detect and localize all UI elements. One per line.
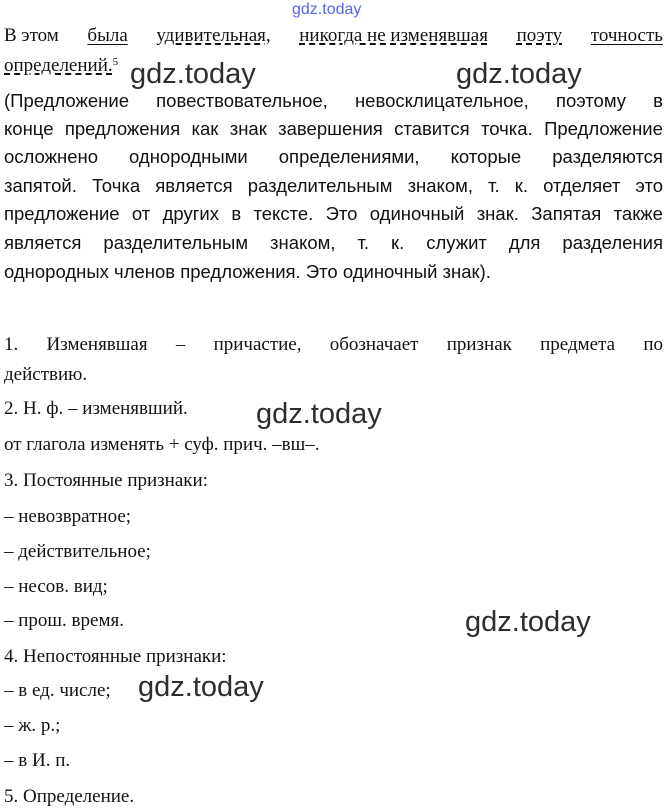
explanation-word: т.: [488, 175, 500, 196]
explanation-word: отделяет: [543, 175, 621, 196]
analysis-word: Изменявшая: [46, 334, 148, 355]
explanation-word: разделения: [562, 232, 663, 253]
explanation-line: [4, 146, 663, 168]
explanation-word: завершения: [278, 118, 383, 139]
explanation-word: конце: [4, 118, 54, 139]
word: В этом: [4, 25, 59, 46]
explanation-word: которые: [450, 146, 522, 167]
watermark: gdz.today: [465, 606, 591, 638]
explanation-word: одиночный: [369, 203, 465, 224]
explanation-line: [4, 90, 663, 112]
analysis-word: –: [175, 334, 186, 355]
explanation-word: является: [155, 175, 233, 196]
explanation-word: Предложение: [544, 118, 663, 139]
explanation-word: повествовательное,: [156, 90, 328, 111]
explanation-word: является: [4, 232, 82, 253]
attribute-word: определений.: [4, 55, 113, 76]
explanation-line: [4, 118, 663, 140]
constant-feature-item: – действительное;: [4, 541, 151, 562]
explanation-word: невосклицательное,: [354, 90, 529, 111]
derivation: от глагола изменять + суф. прич. –вш–.: [4, 434, 320, 455]
explanation-word: знаком,: [407, 175, 473, 196]
explanation-word: поэтому: [555, 90, 627, 111]
attribute-word: удивительная,: [156, 25, 271, 46]
explanation-word: также: [613, 203, 663, 224]
analysis-word: по: [643, 334, 663, 355]
constant-feature-item: – прош. время.: [4, 610, 124, 631]
explanation-word: запятой.: [4, 175, 77, 196]
watermark: gdz.today: [256, 398, 382, 430]
explanation-word: как: [191, 118, 219, 139]
explanation-word: разделяются: [552, 146, 663, 167]
explanation-word: предложение: [4, 203, 120, 224]
attribute-phrase: никогда не изменявшая: [299, 25, 488, 46]
explanation-word: тексте.: [253, 203, 314, 224]
explanation-word: знаком,: [270, 232, 336, 253]
variable-feature-item: – в ед. числе;: [4, 680, 111, 701]
explanation-word: предложения: [64, 118, 181, 139]
explanation-line: однородных членов предложения. Это одиночный знак).: [4, 261, 491, 282]
sentence-line-2: [4, 55, 118, 77]
explanation-word: осложнено: [4, 146, 99, 167]
explanation-word: служит: [426, 232, 487, 253]
analysis-line-1: [4, 334, 663, 356]
watermark: gdz.today: [138, 671, 264, 703]
variable-feature-item: – ж. р.;: [4, 715, 61, 736]
explanation-line: [4, 203, 663, 225]
explanation-word: т.: [357, 232, 370, 253]
explanation-word: разделительным: [247, 175, 393, 196]
explanation-word: однородными: [129, 146, 248, 167]
analysis-word: предмета: [540, 334, 616, 355]
sentence-line-1: [4, 25, 663, 47]
analysis-word: признак: [446, 334, 512, 355]
explanation-word: точка.: [481, 118, 533, 139]
explanation-word: знак: [229, 118, 267, 139]
explanation-word: к.: [390, 232, 405, 253]
watermark: gdz.today: [130, 58, 256, 90]
analysis-word: 1.: [4, 334, 19, 355]
explanation-word: знак.: [476, 203, 519, 224]
explanation-word: в: [653, 90, 663, 111]
explanation-word: в: [231, 203, 242, 224]
explanation-word: определениями,: [278, 146, 420, 167]
top-watermark: gdz.today: [292, 1, 362, 18]
explanation-word: разделительным: [103, 232, 249, 253]
explanation-word: Запятая: [531, 203, 602, 224]
constant-feature-item: – несов. вид;: [4, 576, 108, 597]
analysis-line-2: действию.: [4, 364, 88, 385]
explanation-word: Это: [325, 203, 358, 224]
analysis-word: причастие,: [213, 334, 302, 355]
explanation-word: (Предложение: [4, 90, 130, 111]
explanation-word: Точка: [91, 175, 141, 196]
explanation-word: к.: [514, 175, 529, 196]
initial-form: 2. Н. ф. – изменявший.: [4, 398, 188, 419]
constant-feature-item: – невозвратное;: [4, 506, 132, 527]
analysis-word: обозначает: [329, 334, 419, 355]
explanation-word: для: [508, 232, 541, 253]
syntactic-role: 5. Определение.: [4, 786, 135, 807]
explanation-word: от: [131, 203, 151, 224]
explanation-word: других: [162, 203, 220, 224]
explanation-line: [4, 232, 663, 254]
explanation-word: это: [635, 175, 663, 196]
predicate-word: была: [87, 25, 128, 46]
explanation-line: [4, 175, 663, 197]
object-word: поэту: [516, 25, 563, 46]
variable-features-heading: 4. Непостоянные признаки:: [4, 646, 227, 667]
variable-feature-item: – в И. п.: [4, 750, 71, 771]
constant-features-heading: 3. Постоянные признаки:: [4, 470, 208, 491]
footnote-marker: 5: [112, 56, 119, 68]
subject-word: точность: [590, 25, 663, 46]
watermark: gdz.today: [456, 58, 582, 90]
explanation-word: ставится: [394, 118, 470, 139]
